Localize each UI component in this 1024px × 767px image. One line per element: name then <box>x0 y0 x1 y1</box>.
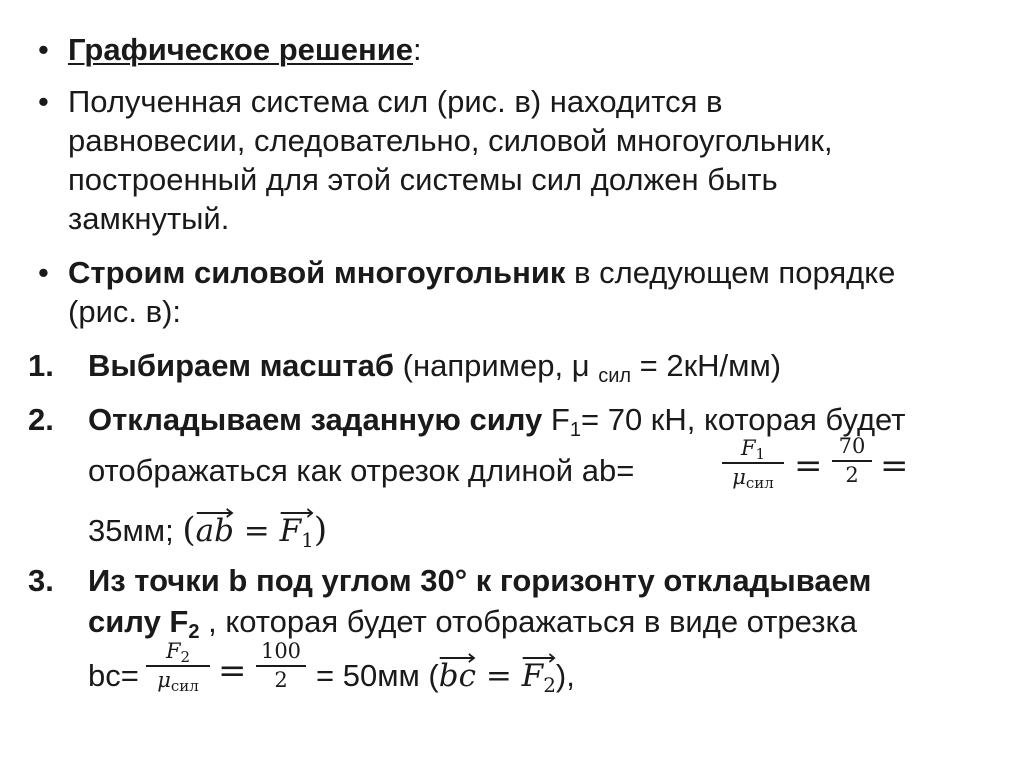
fraction-bar <box>146 665 210 667</box>
paragraph-2-line-1: Полученная система сил (рис. в) находится в <box>68 84 723 119</box>
paragraph-3-bold: Строим силовой многоугольник <box>68 255 566 290</box>
number-1: 1. <box>28 348 54 383</box>
step-3-line-2 <box>88 604 857 643</box>
paragraph-2-line-3: построенный для этой системы сил должен быть <box>68 162 778 197</box>
bullet-2: • <box>38 84 49 119</box>
heading-colon: : <box>413 32 422 67</box>
vector-f2: $F_2$ <box>522 661 556 692</box>
step-2-line-2: отображаться как отрезок длиной ab= <box>88 453 635 488</box>
fraction-denominator: 2 <box>845 463 859 487</box>
step-1-bold: Выбираем масштаб <box>88 348 395 383</box>
fraction-denominator: $\mu_{сил}$ <box>732 465 774 492</box>
equals-sign-3: = <box>218 651 247 691</box>
bullet-3: • <box>38 255 49 290</box>
fraction-70-over-2 <box>832 436 872 486</box>
vector-equals: = <box>475 658 522 694</box>
fraction-numerator: $F_1$ <box>740 436 766 463</box>
step-3-line-1: Из точки b под углом 30° к горизонту откладываем <box>88 563 872 598</box>
step-1-line <box>88 348 782 387</box>
fraction-denominator: $\mu_{сил}$ <box>157 668 199 695</box>
step-1-text-b: = 2кН/мм) <box>631 348 782 383</box>
length-35mm: 35мм; <box>88 513 183 548</box>
mu-subscript: сил <box>598 365 632 387</box>
step-3-rest: , которая будет отображаться в виде отрезка <box>199 604 857 639</box>
paragraph-2-line-2: равновесии, следовательно, силовой многоугольник, <box>68 123 833 158</box>
fraction-f1-over-mu <box>722 436 784 492</box>
length-50mm: = 50мм ( <box>316 658 439 693</box>
fraction-bar <box>722 462 784 464</box>
paragraph-3-line-1 <box>68 257 895 288</box>
fraction-numerator: 70 <box>838 434 866 458</box>
step-2-text-a: F <box>542 402 570 437</box>
number-2: 2. <box>28 402 54 437</box>
step-2-bold: Откладываем заданную силу <box>88 402 543 437</box>
step-3-force: силу F <box>88 604 189 639</box>
step-2-text-b: = 70 кН, которая будет <box>581 402 906 437</box>
fraction-bar <box>832 460 872 462</box>
equals-sign-1: = <box>794 446 823 486</box>
vector-ab: ab <box>196 516 234 547</box>
vector-equals: = <box>233 513 280 549</box>
bc-label: bc= <box>88 658 139 693</box>
paragraph-3-rest: в следующем порядке <box>565 255 896 290</box>
fraction-100-over-2 <box>256 641 306 691</box>
f2-subscript: 2 <box>188 621 200 643</box>
vector-bc: bc <box>439 661 476 692</box>
paragraph-2-line-4: замкнутый. <box>68 201 230 236</box>
fraction-numerator: 100 <box>260 639 302 663</box>
paragraph-3-line-2: (рис. в): <box>68 294 182 329</box>
f1-subscript: 1 <box>569 419 581 441</box>
vector-f1: $F_1$ <box>280 516 314 547</box>
bullet-1: • <box>38 32 49 67</box>
fraction-denominator: 2 <box>274 668 288 692</box>
step-3-line-3 <box>316 658 575 697</box>
equals-sign-2: = <box>880 446 909 486</box>
closing-text: ), <box>555 658 575 693</box>
step-1-text-a: (например, μ <box>394 348 599 383</box>
step-2-line-3: 35мм; ( ab = $F_1$) <box>88 510 328 552</box>
fraction-f2-over-mu <box>146 639 210 695</box>
step-2-line-1 <box>88 402 906 441</box>
heading-graphic-solution <box>68 34 422 65</box>
fraction-numerator: $F_2$ <box>165 639 191 666</box>
heading-text: Графическое решение <box>68 32 413 67</box>
number-3: 3. <box>28 563 54 598</box>
fraction-bar <box>256 665 306 667</box>
